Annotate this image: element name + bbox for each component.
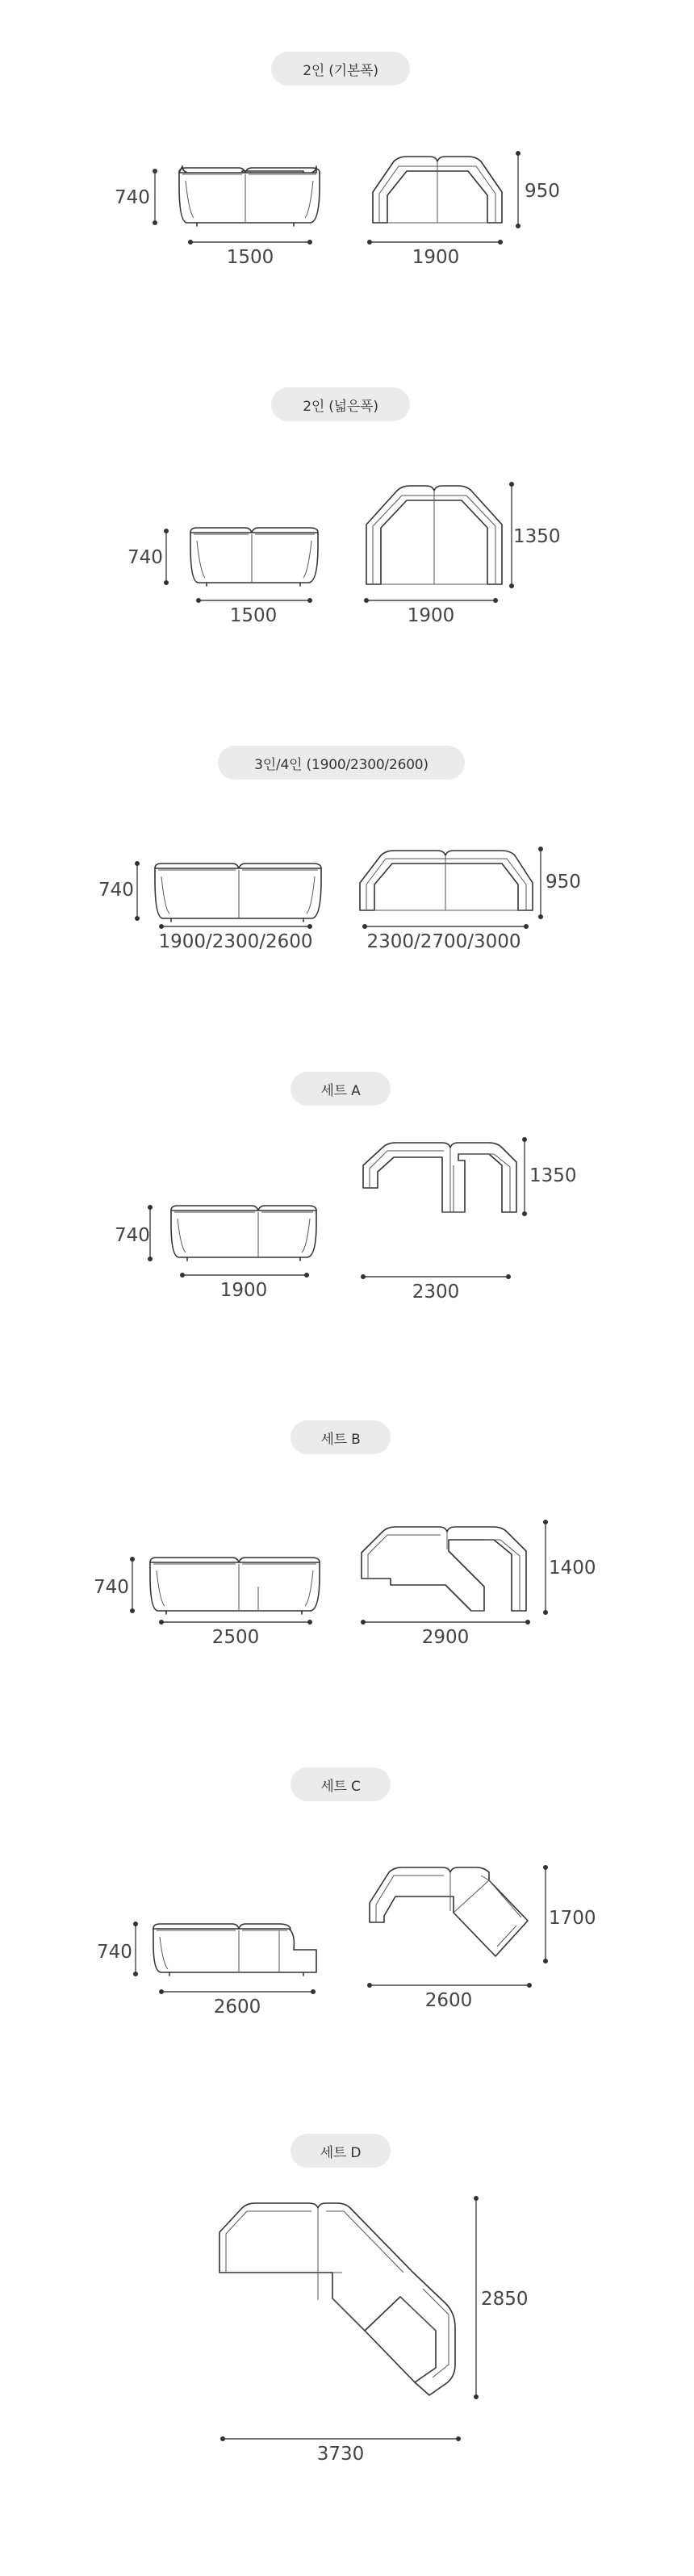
top-depth-label: 1350 (513, 526, 561, 547)
section-title: 세트 D (291, 2134, 391, 2168)
top-depth-dimension (543, 1865, 596, 1963)
top-depth-dimension (474, 2196, 529, 2399)
front-width-dimension (188, 240, 312, 268)
front-width-dimension (180, 1273, 309, 1301)
front-width-dimension (159, 1989, 316, 2018)
top-depth-dimension (543, 1520, 596, 1615)
front-height-dimension (115, 1205, 153, 1261)
sofa-front-view (150, 1558, 320, 1614)
top-width-dimension (361, 1620, 530, 1648)
top-depth-label: 950 (546, 872, 581, 893)
sofa-top-view (370, 1867, 528, 1956)
front-width-dimension (158, 924, 312, 952)
front-height-label: 740 (98, 880, 134, 901)
top-depth-dimension (509, 482, 561, 588)
sofa-front-view (155, 864, 321, 922)
top-width-label: 1900 (412, 247, 460, 268)
sofa-top-view (219, 2203, 455, 2395)
sofa-front-view (171, 1206, 316, 1261)
front-height-label: 740 (97, 1942, 132, 1963)
top-depth-label: 950 (525, 181, 560, 202)
front-height-label: 740 (115, 1225, 150, 1246)
sofa-top-view (373, 157, 502, 223)
top-depth-label: 1350 (529, 1165, 577, 1186)
top-width-label: 2600 (424, 1990, 473, 2011)
section-2seat-wide (0, 355, 694, 702)
sofa-top-view (360, 851, 533, 910)
dimension-drawing (0, 0, 694, 323)
top-width-dimension (367, 1983, 532, 2011)
dimension-drawing (0, 2131, 694, 2576)
top-width-dimension (362, 924, 529, 952)
sofa-front-view (153, 1924, 316, 1976)
front-width-dimension (159, 1620, 312, 1648)
section-title: 세트 C (291, 1767, 391, 1801)
dimension-drawing (0, 726, 694, 1065)
dimension-drawing (0, 355, 694, 702)
front-width-dimension (196, 598, 312, 626)
front-height-dimension (128, 529, 169, 585)
dimension-drawing (0, 1420, 694, 1767)
section-set-d (0, 2131, 694, 2576)
section-title: 세트 A (291, 1072, 391, 1106)
top-width-label: 2300/2700/3000 (366, 931, 521, 952)
dimension-drawing (0, 1065, 694, 1420)
front-height-dimension (94, 1557, 135, 1613)
sofa-top-view (362, 1527, 526, 1611)
top-width-label: 2900 (421, 1627, 470, 1648)
top-depth-label: 1700 (549, 1908, 596, 1929)
front-height-label: 740 (94, 1577, 129, 1598)
front-width-label: 2500 (211, 1627, 260, 1648)
sofa-top-view (366, 486, 502, 584)
sofa-top-view (363, 1143, 516, 1212)
front-width-label: 1900 (219, 1280, 268, 1301)
section-3-4seat (0, 726, 694, 1065)
section-title: 2인 (기본폭) (271, 52, 410, 86)
top-depth-label: 2850 (481, 2289, 529, 2310)
section-set-c (0, 1767, 694, 2139)
top-width-label: 1900 (407, 605, 455, 626)
front-height-label: 740 (128, 547, 163, 568)
front-height-dimension (115, 169, 157, 225)
sofa-front-view (179, 166, 320, 226)
section-set-b (0, 1420, 694, 1767)
dimension-drawing (0, 1767, 694, 2139)
front-width-label: 1500 (229, 605, 278, 626)
section-2seat-standard (0, 0, 694, 323)
front-height-label: 740 (115, 187, 150, 208)
top-width-label: 3730 (316, 2444, 365, 2465)
top-depth-dimension (522, 1137, 577, 1216)
top-width-dimension (361, 1274, 511, 1303)
front-width-label: 1900/2300/2600 (158, 931, 313, 952)
front-width-label: 2600 (213, 1997, 261, 2018)
top-width-label: 2300 (412, 1282, 460, 1303)
front-height-dimension (98, 861, 140, 921)
front-width-label: 1500 (226, 247, 274, 268)
top-width-dimension (220, 2436, 461, 2465)
section-title: 3인/4인 (1900/2300/2600) (218, 746, 465, 780)
top-depth-dimension (538, 847, 581, 919)
sofa-front-view (190, 528, 318, 586)
top-width-dimension (364, 598, 498, 626)
top-width-dimension (367, 240, 503, 268)
section-title: 세트 B (291, 1420, 391, 1454)
front-height-dimension (97, 1922, 138, 1976)
section-set-a (0, 1065, 694, 1420)
top-depth-label: 1400 (549, 1558, 596, 1579)
top-depth-dimension (516, 151, 560, 228)
section-title: 2인 (넓은폭) (271, 387, 410, 421)
